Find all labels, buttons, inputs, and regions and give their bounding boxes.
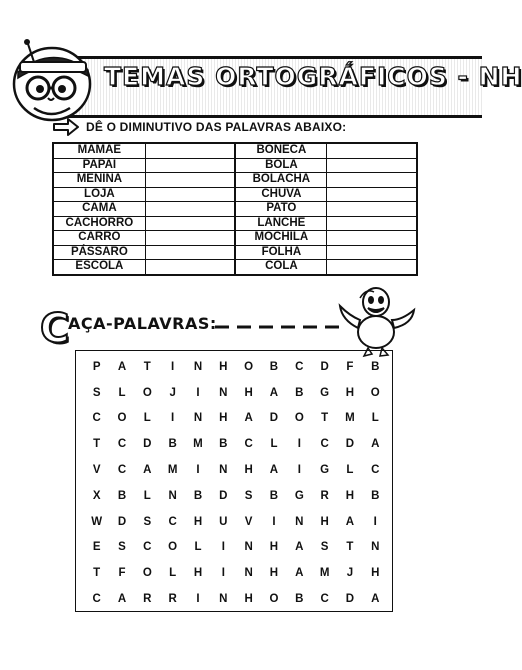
- grid-letter[interactable]: A: [244, 412, 253, 425]
- table-word: CHUVA: [235, 187, 327, 202]
- grid-letter[interactable]: X: [92, 489, 101, 502]
- grid-letter[interactable]: C: [92, 412, 101, 425]
- table-word: LOJA: [53, 187, 145, 202]
- grid-letter[interactable]: D: [219, 489, 228, 502]
- grid-letter[interactable]: D: [320, 360, 329, 373]
- grid-letter[interactable]: G: [294, 489, 304, 502]
- grid-letter[interactable]: I: [297, 464, 301, 477]
- grid-letter[interactable]: A: [269, 464, 279, 477]
- grid-letter[interactable]: C: [320, 593, 329, 606]
- grid-letter[interactable]: H: [193, 515, 203, 528]
- table-word: MOCHILA: [235, 231, 327, 246]
- grid-letter[interactable]: B: [371, 360, 380, 373]
- grid-letter[interactable]: R: [320, 489, 329, 502]
- grid-letter[interactable]: B: [168, 438, 177, 451]
- table-word: PÁSSARO: [53, 245, 145, 260]
- grid-letter[interactable]: T: [143, 360, 151, 373]
- boy-mascot-icon: [4, 36, 104, 128]
- table-word: PAPAI: [53, 158, 145, 173]
- grid-letter[interactable]: L: [169, 567, 177, 580]
- grid-letter[interactable]: N: [193, 360, 203, 373]
- arrow-right-icon: [52, 117, 80, 137]
- grid-letter[interactable]: L: [270, 438, 278, 451]
- table-word: MENINA: [53, 173, 145, 188]
- word-search-grid: [84, 354, 388, 612]
- grid-row: [84, 457, 388, 483]
- grid-letter[interactable]: R: [143, 593, 152, 606]
- grid-letter[interactable]: J: [346, 567, 354, 580]
- grid-letter[interactable]: L: [346, 464, 354, 477]
- answer-blank[interactable]: [327, 173, 417, 188]
- grid-letter[interactable]: H: [244, 464, 253, 477]
- grid-letter[interactable]: M: [193, 438, 203, 451]
- grid-letter[interactable]: T: [321, 412, 329, 425]
- grid-letter[interactable]: L: [118, 386, 126, 399]
- grid-row: [84, 509, 388, 535]
- grid-row: [84, 406, 388, 432]
- grid-letter[interactable]: G: [320, 386, 330, 399]
- grid-letter[interactable]: C: [143, 541, 152, 554]
- grid-letter[interactable]: S: [92, 386, 101, 399]
- table-row: [53, 173, 417, 188]
- table-word: ESCOLA: [53, 260, 145, 275]
- grid-row: [84, 354, 388, 380]
- grid-letter[interactable]: O: [370, 386, 380, 399]
- grid-letter[interactable]: I: [221, 541, 225, 554]
- word-search-title-text: AÇA-PALAVRAS:: [68, 314, 217, 333]
- grid-letter[interactable]: N: [193, 412, 203, 425]
- answer-blank[interactable]: [145, 187, 235, 202]
- grid-letter[interactable]: W: [91, 515, 103, 528]
- grid-letter[interactable]: H: [244, 593, 253, 606]
- grid-letter[interactable]: H: [269, 541, 279, 554]
- grid-letter[interactable]: O: [142, 386, 152, 399]
- grid-letter[interactable]: C: [244, 438, 253, 451]
- table-word: COLA: [235, 260, 327, 275]
- table-row: [53, 260, 417, 275]
- grid-row: [84, 586, 388, 612]
- answer-blank[interactable]: [327, 216, 417, 231]
- table-word: PATO: [235, 202, 327, 217]
- table-word: LANCHE: [235, 216, 327, 231]
- answer-blank[interactable]: [145, 231, 235, 246]
- grid-letter[interactable]: H: [219, 360, 228, 373]
- grid-letter[interactable]: I: [196, 386, 200, 399]
- grid-letter[interactable]: C: [371, 464, 380, 477]
- grid-letter[interactable]: I: [221, 567, 225, 580]
- grid-letter[interactable]: H: [320, 515, 329, 528]
- grid-letter[interactable]: I: [297, 438, 301, 451]
- answer-blank[interactable]: [145, 143, 235, 158]
- grid-letter[interactable]: A: [269, 386, 279, 399]
- answer-blank[interactable]: [327, 245, 417, 260]
- grid-letter[interactable]: N: [219, 386, 228, 399]
- grid-row: [84, 560, 388, 586]
- grid-letter[interactable]: A: [117, 593, 127, 606]
- grid-letter[interactable]: V: [92, 464, 101, 477]
- grid-letter[interactable]: I: [373, 515, 377, 528]
- grid-letter[interactable]: N: [371, 541, 380, 554]
- grid-letter[interactable]: P: [92, 360, 101, 373]
- grid-letter[interactable]: M: [167, 464, 178, 477]
- grid-letter[interactable]: L: [194, 541, 202, 554]
- table-row: [53, 216, 417, 231]
- answer-blank[interactable]: [327, 260, 417, 275]
- grid-letter[interactable]: H: [244, 386, 253, 399]
- instruction: [52, 116, 346, 138]
- grid-letter[interactable]: M: [345, 412, 355, 425]
- grid-letter[interactable]: M: [319, 567, 330, 580]
- grid-letter[interactable]: H: [371, 567, 380, 580]
- grid-letter[interactable]: T: [346, 541, 354, 554]
- grid-letter[interactable]: D: [345, 593, 355, 606]
- answer-blank[interactable]: [327, 202, 417, 217]
- grid-letter[interactable]: C: [117, 438, 127, 451]
- table-word: BOLACHA: [235, 173, 327, 188]
- grid-letter[interactable]: B: [295, 386, 304, 399]
- grid-letter[interactable]: T: [93, 567, 101, 580]
- answer-blank[interactable]: [145, 173, 235, 188]
- header: [0, 36, 522, 126]
- grid-letter[interactable]: F: [346, 360, 354, 373]
- grid-letter[interactable]: D: [345, 438, 355, 451]
- grid-letter[interactable]: V: [244, 515, 253, 528]
- grid-row: [84, 431, 388, 457]
- answer-blank[interactable]: [145, 158, 235, 173]
- table-row: [53, 158, 417, 173]
- word-search-title-initial: C: [40, 306, 70, 352]
- grid-letter[interactable]: D: [143, 438, 152, 451]
- grid-letter[interactable]: L: [143, 412, 151, 425]
- grid-letter[interactable]: L: [371, 412, 379, 425]
- table-row: [53, 143, 417, 158]
- grid-letter[interactable]: G: [320, 464, 330, 477]
- grid-letter[interactable]: J: [169, 386, 176, 399]
- table-word: FOLHA: [235, 245, 327, 260]
- grid-letter[interactable]: I: [171, 412, 175, 425]
- grid-letter[interactable]: O: [269, 593, 279, 606]
- grid-letter[interactable]: O: [117, 412, 127, 425]
- table-word: BOLA: [235, 158, 327, 173]
- page-title: TEMAS ORTOGRÁFICOS - NH: [104, 62, 522, 91]
- grid-letter[interactable]: H: [219, 412, 228, 425]
- table-row: [53, 231, 417, 246]
- grid-letter[interactable]: B: [371, 489, 380, 502]
- grid-letter[interactable]: O: [244, 360, 254, 373]
- grid-letter[interactable]: B: [117, 489, 127, 502]
- grid-letter[interactable]: A: [295, 567, 304, 580]
- grid-letter[interactable]: N: [219, 464, 228, 477]
- grid-letter[interactable]: O: [168, 541, 178, 554]
- grid-letter[interactable]: D: [117, 515, 127, 528]
- grid-letter[interactable]: O: [142, 567, 152, 580]
- answer-blank[interactable]: [145, 260, 235, 275]
- grid-letter[interactable]: R: [168, 593, 177, 606]
- grid-letter[interactable]: A: [371, 438, 380, 451]
- grid-letter[interactable]: N: [244, 541, 253, 554]
- grid-letter[interactable]: L: [143, 489, 151, 502]
- duck-mascot-icon: [338, 280, 416, 360]
- grid-letter[interactable]: H: [345, 386, 355, 399]
- table-word: CAMA: [53, 202, 145, 217]
- grid-letter[interactable]: H: [345, 489, 355, 502]
- grid-letter[interactable]: N: [219, 593, 228, 606]
- grid-letter[interactable]: T: [93, 438, 101, 451]
- diminutive-table: [52, 142, 418, 276]
- table-word: CACHORRO: [53, 216, 145, 231]
- answer-blank[interactable]: [145, 245, 235, 260]
- grid-letter[interactable]: A: [295, 541, 304, 554]
- table-word: MAMÃE: [53, 143, 145, 158]
- grid-letter[interactable]: B: [219, 438, 228, 451]
- grid-row: [84, 483, 388, 509]
- grid-letter[interactable]: S: [244, 489, 253, 502]
- answer-blank[interactable]: [145, 202, 235, 217]
- grid-row: [84, 380, 388, 406]
- grid-letter[interactable]: I: [171, 360, 175, 373]
- table-row: [53, 245, 417, 260]
- grid-letter[interactable]: B: [193, 489, 203, 502]
- grid-letter[interactable]: O: [294, 412, 304, 425]
- grid-letter[interactable]: C: [295, 360, 304, 373]
- table-word: CARRO: [53, 231, 145, 246]
- grid-letter[interactable]: I: [196, 464, 200, 477]
- answer-blank[interactable]: [327, 158, 417, 173]
- grid-letter[interactable]: I: [196, 593, 200, 606]
- grid-letter[interactable]: U: [219, 515, 228, 528]
- grid-letter[interactable]: S: [143, 515, 152, 528]
- grid-letter[interactable]: H: [269, 567, 279, 580]
- answer-blank[interactable]: [327, 231, 417, 246]
- grid-letter[interactable]: C: [320, 438, 329, 451]
- answer-blank[interactable]: [327, 143, 417, 158]
- grid-letter[interactable]: I: [272, 515, 276, 528]
- grid-letter[interactable]: S: [118, 541, 126, 554]
- grid-letter[interactable]: C: [168, 515, 177, 528]
- grid-letter[interactable]: D: [269, 412, 279, 425]
- table-word: BONECA: [235, 143, 327, 158]
- answer-blank[interactable]: [145, 216, 235, 231]
- instruction-text: DÊ O DIMINUTIVO DAS PALAVRAS ABAIXO:: [86, 120, 347, 134]
- grid-letter[interactable]: A: [345, 515, 355, 528]
- grid-letter[interactable]: A: [143, 464, 152, 477]
- grid-letter[interactable]: C: [117, 464, 127, 477]
- grid-letter[interactable]: A: [371, 593, 380, 606]
- table-row: [53, 187, 417, 202]
- table-row: [53, 202, 417, 217]
- grid-letter[interactable]: N: [244, 567, 253, 580]
- grid-letter[interactable]: C: [92, 593, 101, 606]
- grid-letter[interactable]: B: [269, 489, 279, 502]
- grid-letter[interactable]: H: [193, 567, 203, 580]
- grid-letter[interactable]: N: [295, 515, 304, 528]
- grid-letter[interactable]: A: [117, 360, 127, 373]
- grid-letter[interactable]: B: [295, 593, 304, 606]
- grid-row: [84, 535, 388, 561]
- grid-letter[interactable]: F: [118, 567, 126, 580]
- grid-letter[interactable]: S: [320, 541, 329, 554]
- grid-letter[interactable]: E: [92, 541, 101, 554]
- grid-letter[interactable]: B: [269, 360, 279, 373]
- answer-blank[interactable]: [327, 187, 417, 202]
- grid-letter[interactable]: N: [168, 489, 177, 502]
